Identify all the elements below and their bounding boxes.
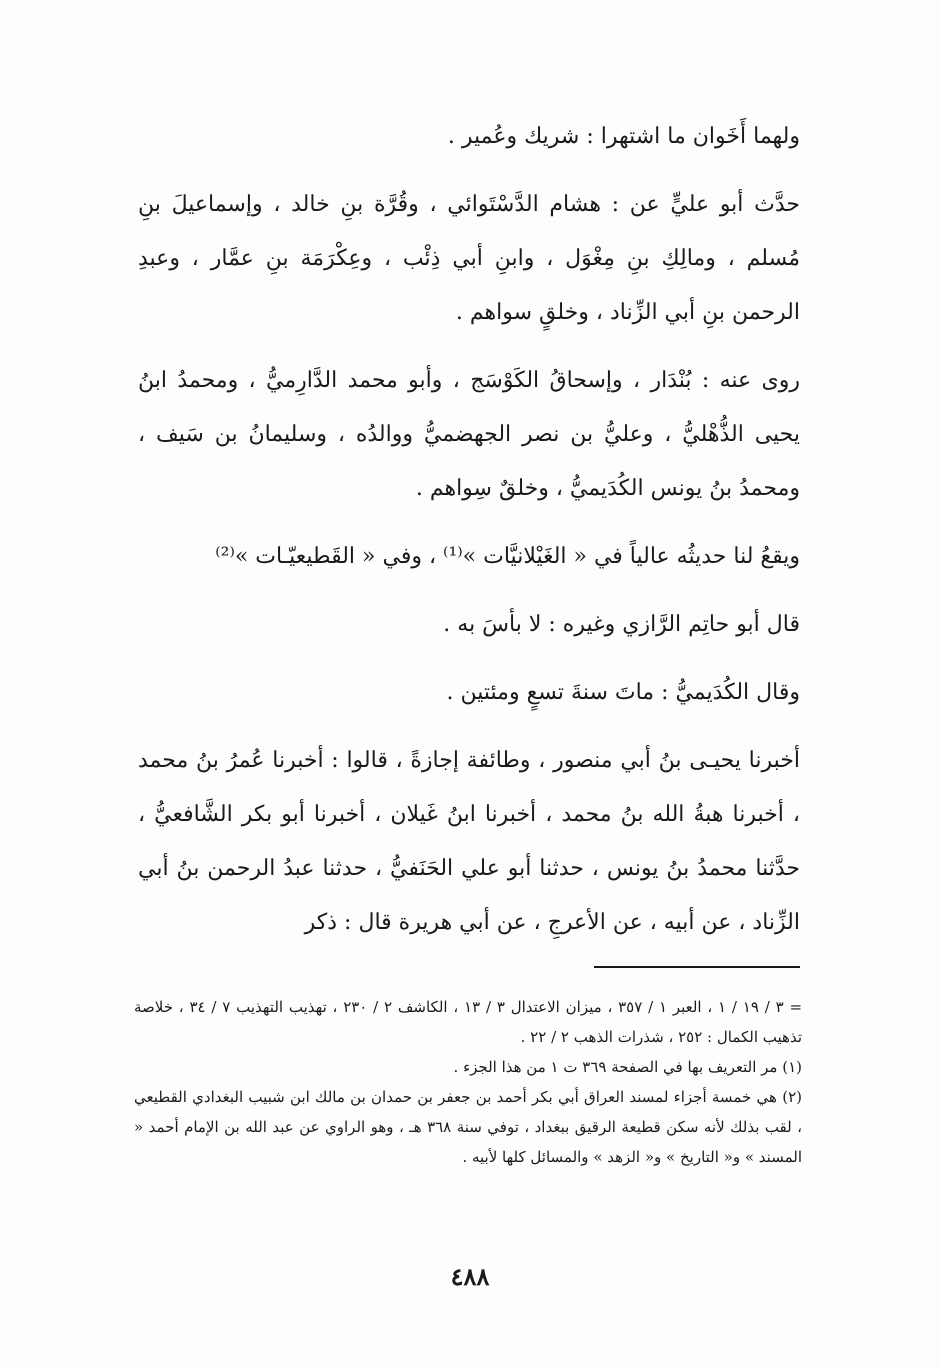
footnote-divider bbox=[594, 966, 800, 968]
page-number: ٤٨٨ bbox=[450, 1262, 490, 1291]
paragraph-brothers: ولهما أَخَوان ما اشتهرا : شريك وعُمير . bbox=[447, 124, 800, 149]
paragraph-isnad: أخبرنا يحيـى بنُ أبي منصور ، وطائفة إجازةً ، قالوا : أخبرنا عُمرُ بنُ محمد ، أخبرنا هبةُ الله بنُ محمد ، أخبرنا ابنُ غَيلان ، أخبرنا أبو بكر الشَّافعيُّ ، حدَّثنا محمدُ بنُ يونس ، حدثنا أبو علي الحَنَفيُّ ، حدثنا عبدُ الرحمن بنُ أبي الزِّناد ، عن أبيه ، عن الأعرجِ ، عن أبي هريرة قال : ذكر bbox=[138, 748, 800, 935]
paragraph-narrators: روى عنه : بُنْدَار ، وإسحاقُ الكَوْسَج ، وأبو محمد الدَّارِميُّ ، ومحمدُ ابنُ يحيى الذُّهْليُّ ، وعليُّ بن نصر الجهضميُّ ووالدُه ، وسليمانُ بن سَيف ، ومحمدُ بنُ يونس الكُدَيميُّ ، وخلقٌ سِواهم . bbox=[138, 368, 800, 501]
footnote-2: (٢) هي خمسة أجزاء لمسند العراق أبي بكر أحمد بن جعفر بن حمدان بن مالك ابن شبيب البغدادي القطيعي ، لقب بذلك لأنه سكن قطيعة الرقيق ببغداد ، توفي سنة ٣٦٨ هـ ، وهو الراوي عن عبد الله بن الإمام أحمد « المسند » و« التاريخ » و« الزهد » والمسائل كلها لأبيه . bbox=[134, 1088, 803, 1166]
paragraph-narrated-from: حدَّث أبو عليٍّ عن : هشام الدَّسْتَوائي ، وقُرَّة بنِ خالد ، وإسماعيلَ بنِ مُسلم ، ومالِكِ بنِ مِغْوَل ، وابنِ أبي ذِئْب ، وعِكْرَمَة بنِ عمَّار ، وعبدِ الرحمن بنِ أبي الزِّناد ، وخلقٍ سواهم . bbox=[138, 192, 800, 325]
footnotes bbox=[134, 992, 802, 1172]
main-text bbox=[138, 110, 800, 950]
paragraph-death-year: وقال الكُدَيميُّ : ماتَ سنةَ تسعٍ ومئتين . bbox=[446, 680, 800, 705]
footnote-1: (١) مر التعريف بها في الصفحة ٣٦٩ ت ١ من هذا الجزء . bbox=[453, 1058, 802, 1076]
paragraph-abu-hatim: قال أبو حاتِم الرَّازي وغيره : لا بأسَ به . bbox=[443, 612, 800, 637]
paragraph-hadith-sources: ويقعُ لنا حديثُه عالياً في « الغَيْلانيَّات »⁽¹⁾ ، وفي « القَطيعيّـات »⁽²⁾ bbox=[215, 544, 800, 569]
footnote-continuation: = ٣ / ١٩ / ١ ، العبر ١ / ٣٥٧ ، ميزان الاعتدال ٣ / ١٣ ، الكاشف ٢ / ٢٣٠ ، تهذيب التهذيب ٧ / ٣٤ ، خلاصة تذهيب الكمال : ٢٥٢ ، شذرات الذهب ٢ / ٢٢ . bbox=[134, 998, 803, 1046]
